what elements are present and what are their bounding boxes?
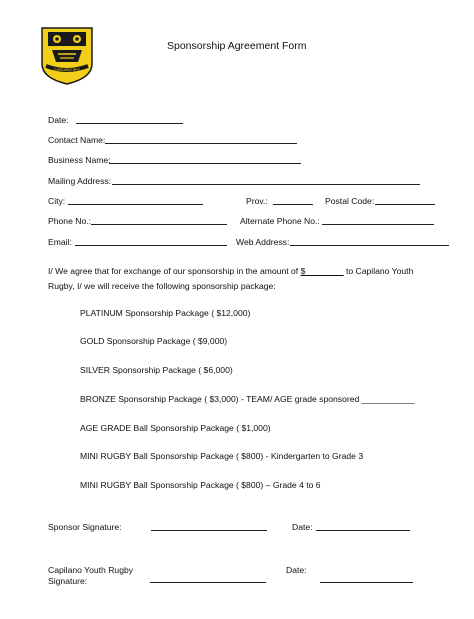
package-age-grade[interactable]: AGE GRADE Ball Sponsorship Package ( $1,000) (80, 423, 271, 433)
web-address-field[interactable] (290, 245, 449, 246)
postal-code-label: Postal Code: (325, 196, 375, 206)
svg-text:CAPILANO RFC: CAPILANO RFC (53, 68, 81, 72)
phone-label: Phone No.: (48, 216, 91, 226)
prov-label: Prov.: (246, 196, 268, 206)
package-silver[interactable]: SILVER Sponsorship Package ( $6,000) (80, 365, 233, 375)
email-label: Email: (48, 237, 72, 247)
date-label: Date: (48, 115, 69, 125)
business-name-field[interactable] (109, 163, 301, 164)
business-name-label: Business Name: (48, 155, 111, 165)
agreement-line-2: Rugby, I/ we will receive the following sponsorship package: (48, 281, 276, 291)
sponsor-date-label: Date: (292, 522, 313, 532)
phone-field[interactable] (91, 224, 227, 225)
club-signature-label-1: Capilano Youth Rugby (48, 565, 134, 575)
package-mini-rugby-k3[interactable]: MINI RUGBY Ball Sponsorship Package ( $800) - Kindergarten to Grade 3 (80, 451, 364, 461)
sponsor-signature-field[interactable] (151, 530, 267, 531)
package-bronze[interactable]: BRONZE Sponsorship Package ( $3,000) - TEAM/ AGE grade sponsored ___________ (80, 394, 415, 404)
package-mini-rugby-4-6[interactable]: MINI RUGBY Ball Sponsorship Package ( $800) – Grade 4 to 6 (80, 480, 321, 490)
city-field[interactable] (68, 204, 203, 205)
club-date-field[interactable] (320, 582, 413, 583)
alt-phone-field[interactable] (322, 224, 434, 225)
amount-blank[interactable]: $________ (300, 266, 344, 276)
date-field[interactable] (76, 123, 183, 124)
agreement-suffix: to Capilano Youth (345, 266, 414, 276)
alt-phone-label: Alternate Phone No.: (240, 216, 320, 226)
agreement-prefix: I/ We agree that for exchange of our sponsorship in the amount of (48, 266, 299, 276)
mailing-address-field[interactable] (112, 184, 420, 185)
contact-name-label: Contact Name: (48, 135, 106, 145)
club-signature-field[interactable] (150, 582, 266, 583)
club-date-label: Date: (286, 565, 307, 575)
prov-field[interactable] (273, 204, 313, 205)
form-title: Sponsorship Agreement Form (167, 40, 307, 52)
club-crest-logo (38, 24, 96, 86)
mailing-address-label: Mailing Address: (48, 176, 112, 186)
city-label: City: (48, 196, 66, 206)
sponsor-date-field[interactable] (316, 530, 410, 531)
web-address-label: Web Address: (236, 237, 290, 247)
contact-name-field[interactable] (105, 143, 297, 144)
club-signature-label-2: Signature: (48, 576, 88, 586)
package-gold[interactable]: GOLD Sponsorship Package ( $9,000) (80, 336, 228, 346)
sponsor-signature-label: Sponsor Signature: (48, 522, 122, 532)
postal-code-field[interactable] (375, 204, 435, 205)
agreement-line-1 (48, 266, 413, 277)
email-field[interactable] (75, 245, 227, 246)
package-platinum[interactable]: PLATINUM Sponsorship Package ( $12,000) (80, 308, 251, 318)
